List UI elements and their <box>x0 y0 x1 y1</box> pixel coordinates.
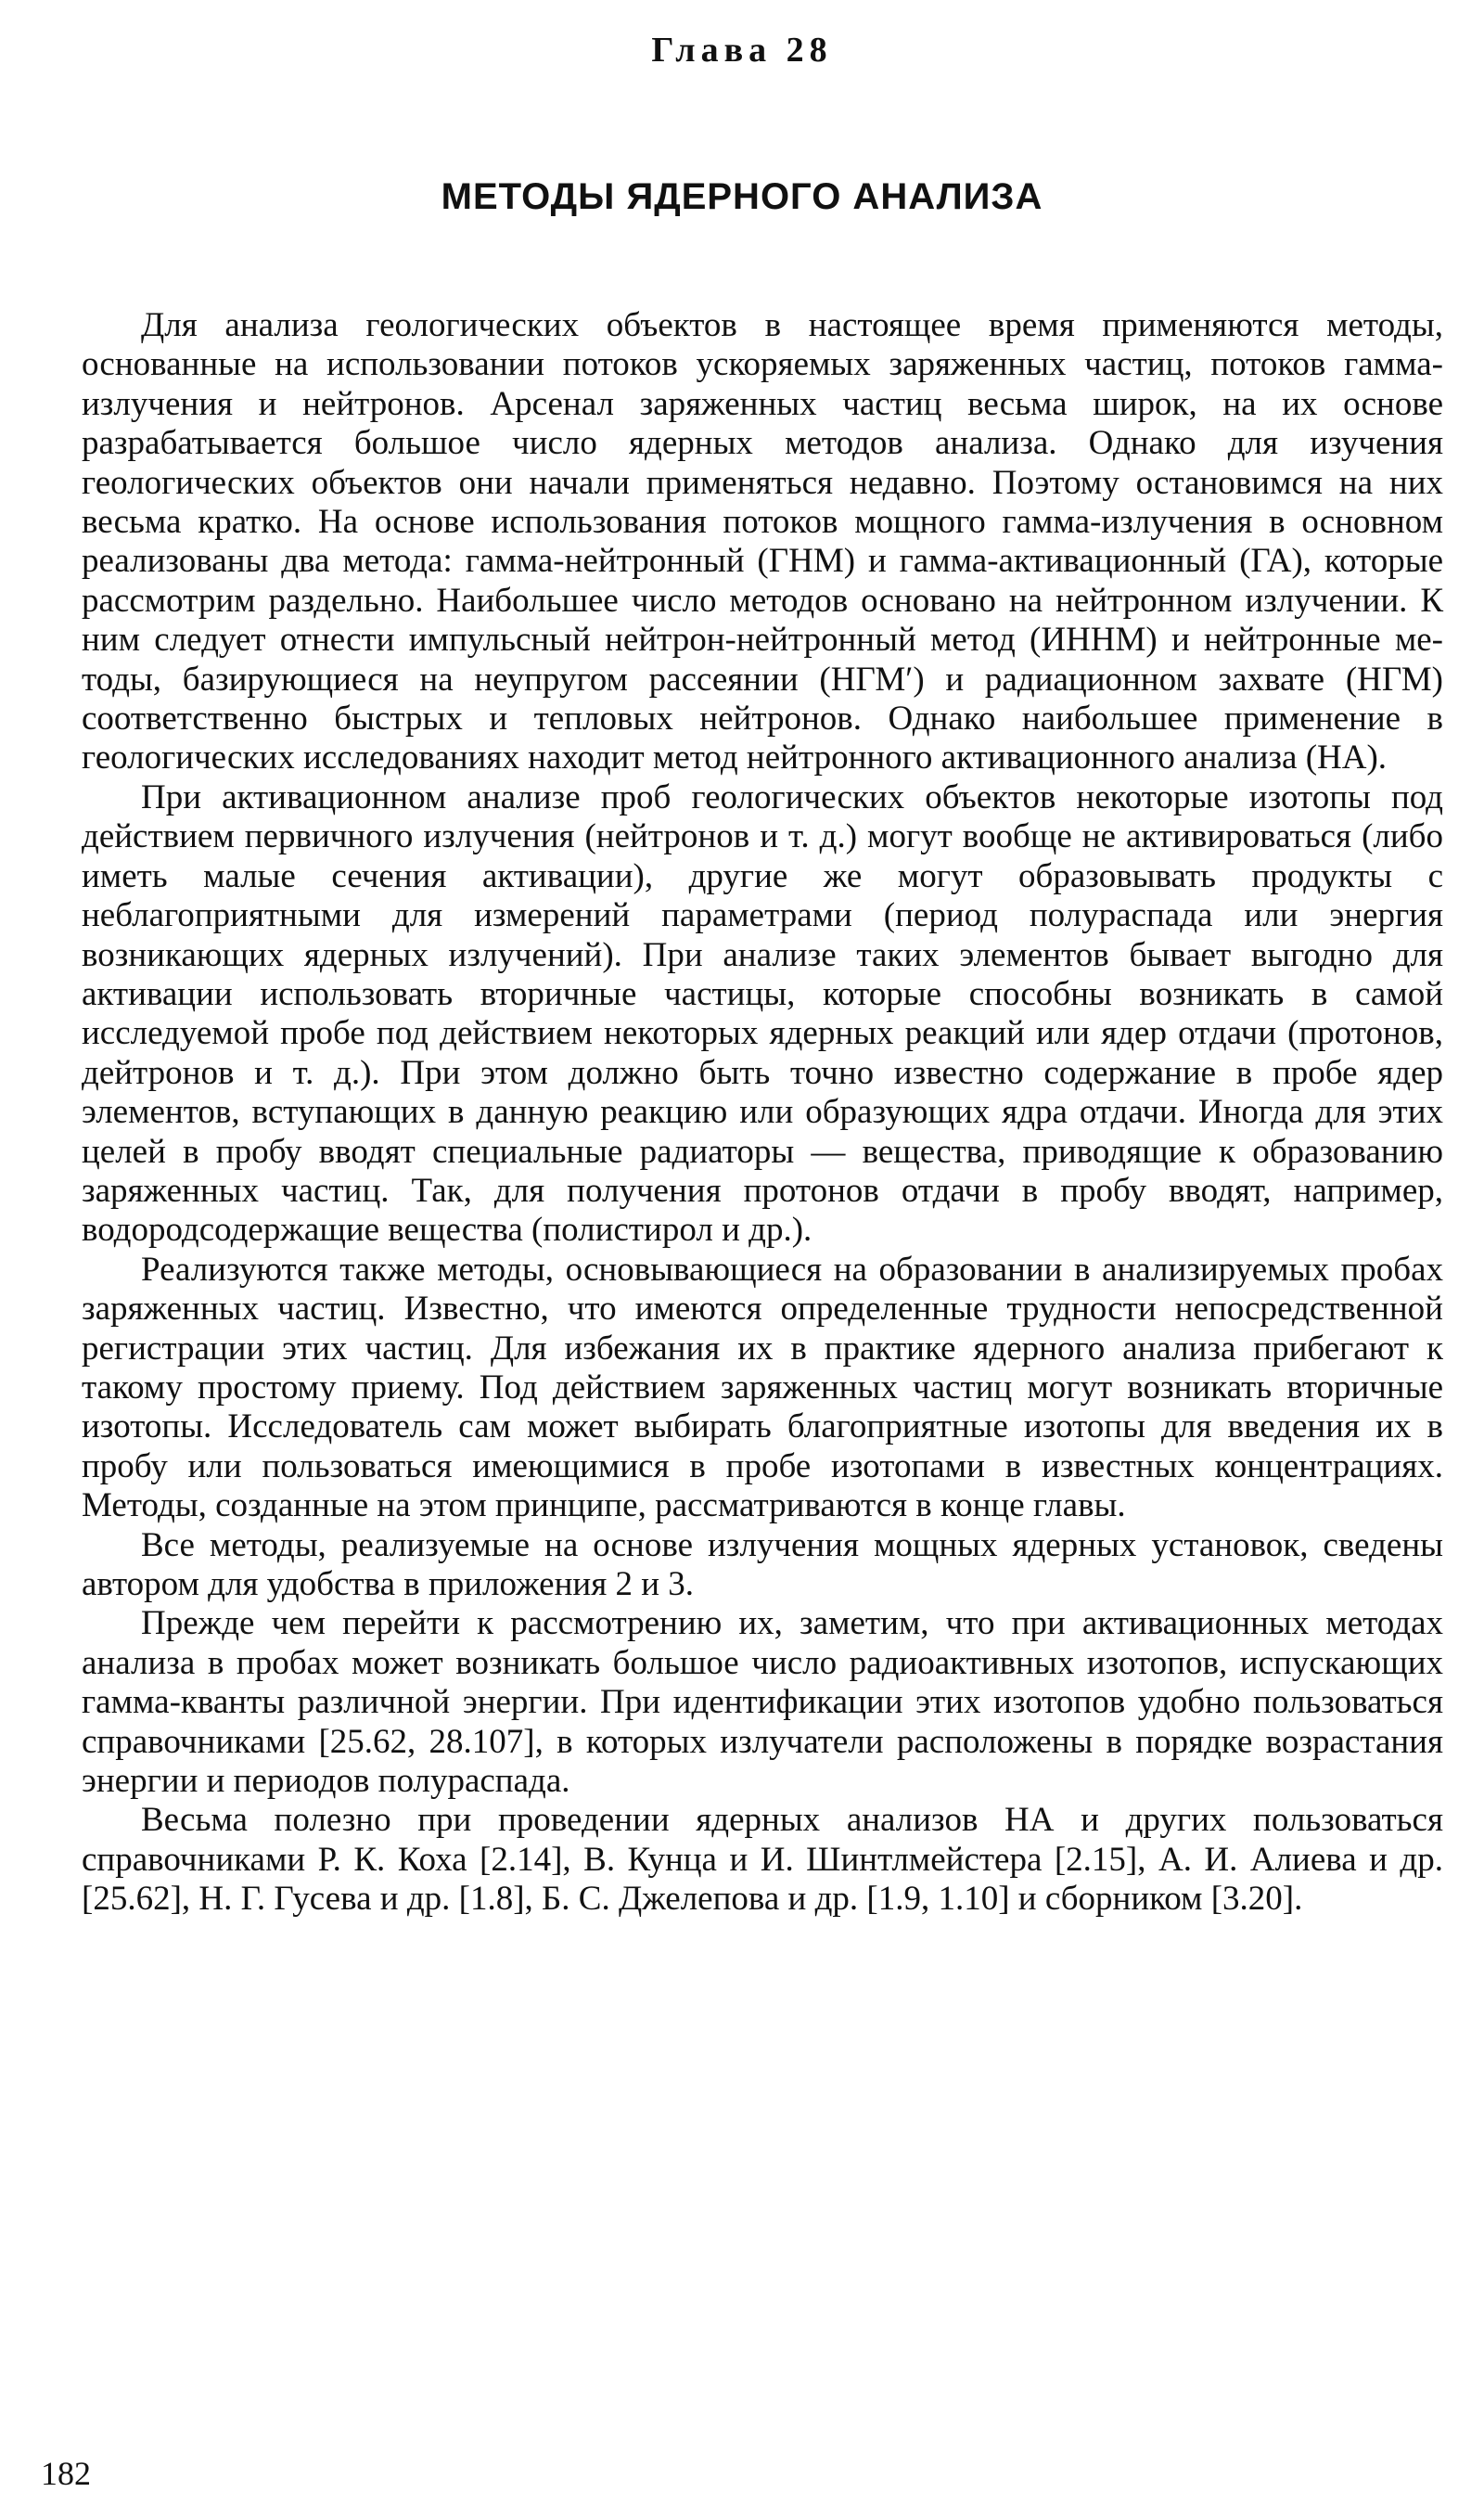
paragraph: Все методы, реализуемые на основе излучения мощных ядерных установок, сведены автором для удобства в приложения 2 и 3. <box>82 1525 1443 1603</box>
body-text <box>82 306 1443 1920</box>
paragraph: При активационном анализе проб геологических объектов некоторые изотопы под действием первичного излучения (нейтронов и т. д.) могут вообще не активироваться (либо иметь малые сечения активации), другие же могут образовывать продукты с неблагоприятными для измерений параметрами (период полураспада или энергия возникающих ядерных излучений). При анализе таких элементов бывает выгодно для активации использовать вторичные частицы, которые способны возникать в самой исследуемой пробе под действием некоторых ядерных реакций или ядер отдачи (протонов, дейтронов и т. д.). При этом должно быть точно известно содержание в пробе ядер элементов, вступающих в данную реакцию или образующих ядра отдачи. Иногда для этих целей в пробу вводят специальные радиаторы — вещества, приводящие к образованию заряженных частиц. Так, для получения протонов отдачи в пробу вводят, например, водородсодержащие вещества (полистирол и др.). <box>82 777 1443 1250</box>
page-number: 182 <box>41 2455 91 2492</box>
chapter-number: Глава 28 <box>651 31 833 70</box>
paragraph: Для анализа геологических объектов в настоящее время применяются методы, основанные на использовании потоков ускоряемых заряженных частиц, потоков гамма-излучения и нейтронов. Арсенал заряженных частиц весьма широк, на их основе разрабатывается большое число ядерных методов анализа. Однако для изучения геологических объектов они начали применяться недавно. Поэтому остановимся на них весьма кратко. На основе использования потоков мощного гамма-излучения в основном реализованы два метода: гамма-нейтронный (ГНМ) и гамма-активационный (ГА), которые рассмотрим раздельно. Наибольшее число методов основано на нейтронном излучении. К ним следует отнести импульсный нейтрон-нейтронный метод (ИННМ) и нейтронные методы, базирующиеся на неупругом рассеянии (НГМ′) и радиационном захвате (НГМ) соответственно быстрых и тепловых нейтронов. Однако наибольшее применение в геологических исследованиях находит метод нейтронного активационного анализа (НА). <box>82 306 1443 777</box>
paragraph: Реализуются также методы, основывающиеся на образовании в анализируемых пробах заряженных частиц. Известно, что имеются определенные трудности непосредственной регистрации этих частиц. Для избежания их в практике ядерного анализа прибегают к такому простому приему. Под действием заряженных частиц могут возникать вторичные изотопы. Исследователь сам может выбирать благоприятные изотопы для введения их в пробу или пользоваться имеющимися в пробе изотопами в известных концентрациях. Методы, созданные на этом принципе, рассматриваются в конце главы. <box>82 1250 1443 1525</box>
paragraph: Прежде чем перейти к рассмотрению их, заметим, что при активационных методах анализа в пробах может возникать большое число радиоактивных изотопов, испускающих гамма-кванты различной энергии. При идентификации этих изотопов удобно пользоваться справочниками [25.62, 28.107], в которых излучатели расположены в порядке возрастания энергии и периодов полураспада. <box>82 1604 1443 1801</box>
paragraph: Весьма полезно при проведении ядерных анализов НА и других пользоваться справочниками Р. К. Коха [2.14], В. Кунца и И. Шинтлмейстера [2.15], А. И. Алиева и др. [25.62], Н. Г. Гусева и др. [1.8], Б. С. Джелепова и др. [1.9, 1.10] и сборником [3.20]. <box>82 1801 1443 1919</box>
chapter-title: МЕТОДЫ ЯДЕРНОГО АНАЛИЗА <box>441 176 1043 217</box>
